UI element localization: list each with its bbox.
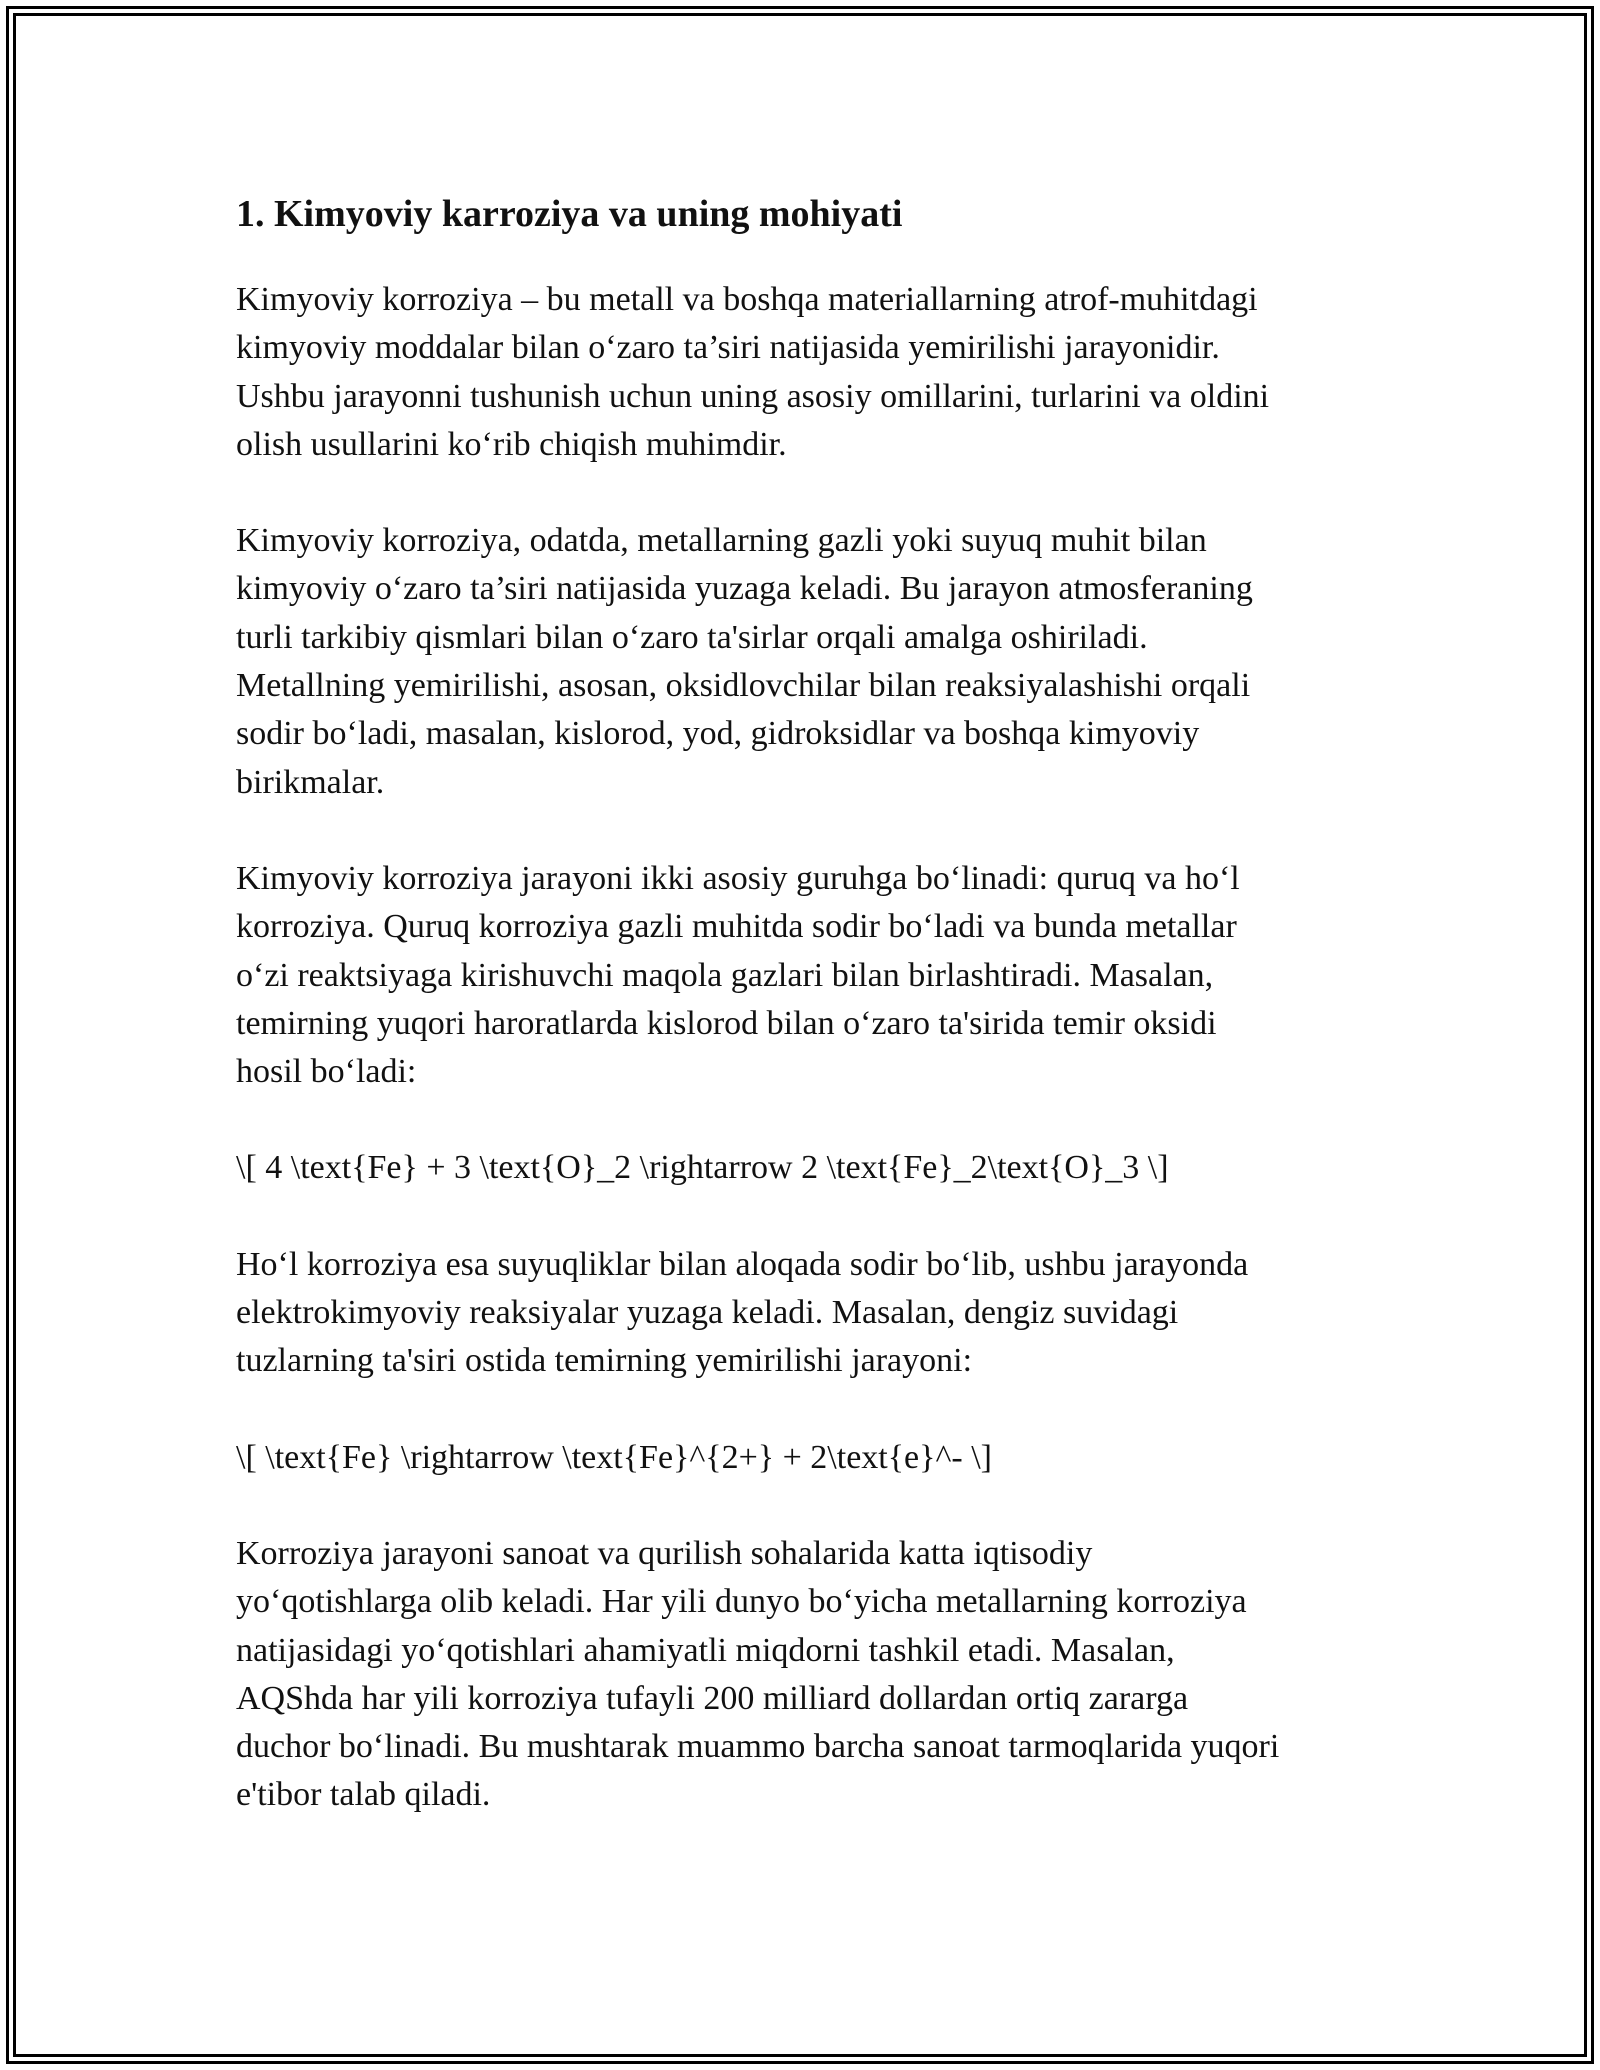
- paragraph-mechanism: [236, 517, 1366, 807]
- text-line: yo‘qotishlarga olib keladi. Har yili dunyo bo‘yicha metallarning korroziya: [236, 1583, 1247, 1621]
- text-line: kimyoviy moddalar bilan o‘zaro ta’siri natijasida yemirilishi jarayonidir.: [236, 329, 1220, 367]
- text-line: hosil bo‘ladi:: [236, 1053, 417, 1091]
- paragraph-intro: [236, 276, 1366, 469]
- paragraph-dry-corrosion: [236, 855, 1366, 1096]
- text-line: temirning yuqori haroratlarda kislorod bilan o‘zaro ta'sirida temir oksidi: [236, 1004, 1217, 1042]
- text-line: e'tibor talab qiladi.: [236, 1776, 491, 1814]
- text-line: natijasidagi yo‘qotishlari ahamiyatli miqdorni tashkil etadi. Masalan,: [236, 1631, 1175, 1669]
- section-heading: 1. Kimyoviy karroziya va uning mohiyati: [236, 193, 903, 235]
- formula-line: \[ 4 \text{Fe} + 3 \text{O}_2 \rightarrow 2 \text{Fe}_2\text{O}_3 \]: [236, 1149, 1169, 1187]
- text-line: Kimyoviy korroziya, odatda, metallarning gazli yoki suyuq muhit bilan: [236, 522, 1207, 560]
- text-line: turli tarkibiy qismlari bilan o‘zaro ta'sirlar orqali amalga oshiriladi.: [236, 618, 1148, 656]
- text-line: birikmalar.: [236, 763, 385, 801]
- text-line: tuzlarning ta'siri ostida temirning yemirilishi jarayoni:: [236, 1342, 973, 1380]
- text-line: elektrokimyoviy reaksiyalar yuzaga keladi. Masalan, dengiz suvidagi: [236, 1294, 1179, 1332]
- paragraph-economic-impact: [236, 1530, 1366, 1820]
- text-line: Kimyoviy korroziya jarayoni ikki asosiy guruhga bo‘linadi: quruq va ho‘l: [236, 859, 1240, 897]
- text-line: olish usullarini ko‘rib chiqish muhimdir.: [236, 425, 787, 463]
- document-body: [236, 188, 1366, 1868]
- formula-iron-ionization: [236, 1434, 1366, 1482]
- text-line: korroziya. Quruq korroziya gazli muhitda sodir bo‘ladi va bunda metallar: [236, 908, 1237, 946]
- paragraph-wet-corrosion: [236, 1241, 1366, 1386]
- text-line: Ushbu jarayonni tushunish uchun uning asosiy omillarini, turlarini va oldini: [236, 377, 1270, 415]
- text-line: o‘zi reaktsiyaga kirishuvchi maqola gazlari bilan birlashtiradi. Masalan,: [236, 956, 1214, 994]
- text-line: Korroziya jarayoni sanoat va qurilish sohalarida katta iqtisodiy: [236, 1534, 1093, 1572]
- formula-iron-oxidation: [236, 1144, 1366, 1192]
- formula-line: \[ \text{Fe} \rightarrow \text{Fe}^{2+} + 2\text{e}^- \]: [236, 1438, 993, 1476]
- text-line: sodir bo‘ladi, masalan, kislorod, yod, gidroksidlar va boshqa kimyoviy: [236, 715, 1200, 753]
- text-line: Kimyoviy korroziya – bu metall va boshqa materiallarning atrof-muhitdagi: [236, 281, 1258, 318]
- text-line: Metallning yemirilishi, asosan, oksidlovchilar bilan reaksiyalashishi orqali: [236, 667, 1251, 705]
- text-line: duchor bo‘linadi. Bu mushtarak muammo barcha sanoat tarmoqlarida yuqori: [236, 1728, 1280, 1766]
- text-line: kimyoviy o‘zaro ta’siri natijasida yuzaga keladi. Bu jarayon atmosferaning: [236, 570, 1253, 608]
- text-line: Ho‘l korroziya esa suyuqliklar bilan aloqada sodir bo‘lib, ushbu jarayonda: [236, 1245, 1249, 1283]
- text-line: AQShda har yili korroziya tufayli 200 milliard dollardan ortiq zararga: [236, 1679, 1189, 1717]
